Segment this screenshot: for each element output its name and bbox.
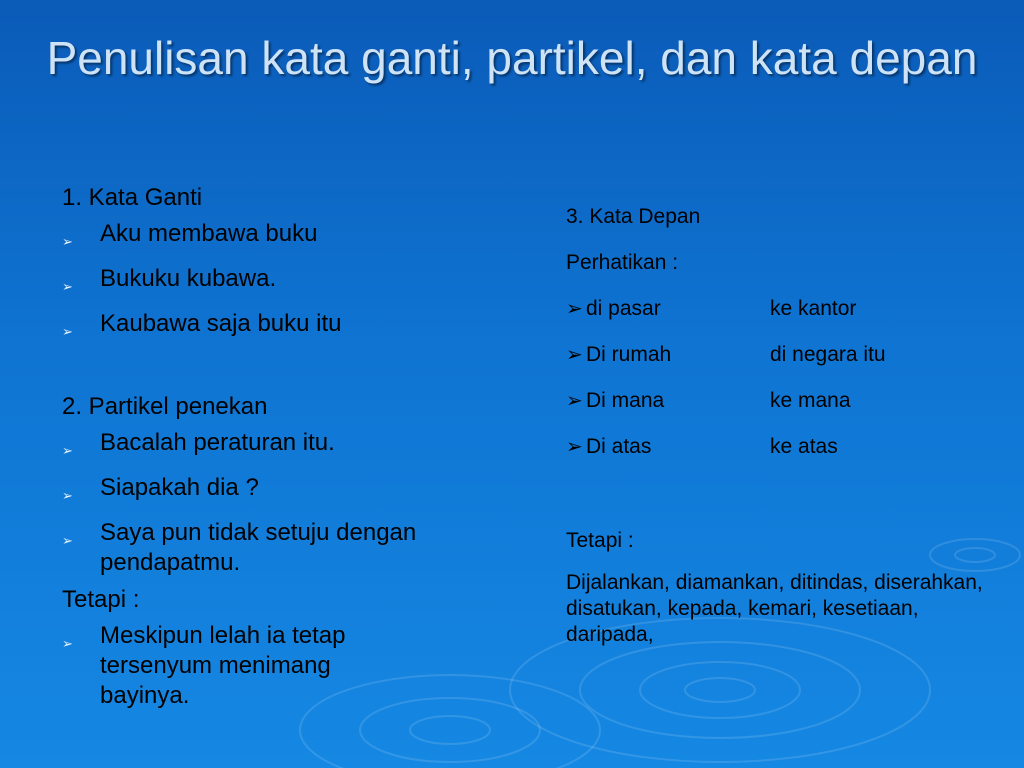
right-column — [566, 204, 986, 648]
table-row: ➢ Di rumah di negara itu — [566, 343, 886, 366]
chevron-arrow-icon: ➢ — [566, 436, 583, 458]
section2-heading: 2. Partikel penekan — [62, 393, 268, 420]
chevron-arrow-icon: ➢ — [62, 533, 73, 548]
table-row: ➢ Di mana ke mana — [566, 389, 851, 412]
list-item: ➢ Bukuku kubawa. — [62, 264, 512, 302]
table-row: ➢ Di atas ke atas — [566, 435, 838, 458]
section3-heading: 3. Kata Depan — [566, 205, 701, 228]
list-item: ➢ Siapakah dia ? — [62, 473, 512, 511]
tetapi-label-right: Tetapi : — [566, 529, 634, 552]
list-item: ➢ Aku membawa buku — [62, 219, 512, 257]
chevron-arrow-icon: ➢ — [62, 443, 73, 458]
chevron-arrow-icon: ➢ — [62, 279, 73, 294]
list-item: ➢ Meskipun lelah ia tetap tersenyum menimang bayinya. — [62, 622, 346, 709]
chevron-arrow-icon: ➢ — [62, 636, 73, 651]
perhatikan-label: Perhatikan : — [566, 251, 679, 274]
chevron-arrow-icon: ➢ — [566, 298, 583, 320]
table-row: ➢ di pasar ke kantor — [566, 297, 857, 320]
list-item: ➢ Kaubawa saja buku itu — [62, 309, 512, 347]
list-item: ➢ Saya pun tidak setuju dengan pendapatmu. — [62, 519, 417, 576]
chevron-arrow-icon: ➢ — [62, 234, 73, 249]
list-item: ➢ Bacalah peraturan itu. — [62, 428, 512, 466]
section1-heading: 1. Kata Ganti — [62, 184, 203, 211]
chevron-arrow-icon: ➢ — [62, 324, 73, 339]
chevron-arrow-icon: ➢ — [62, 488, 73, 503]
tetapi-label: Tetapi : — [62, 586, 140, 613]
chevron-arrow-icon: ➢ — [566, 344, 583, 366]
left-column — [62, 183, 512, 718]
slide-title: Penulisan kata ganti, partikel, dan kata depan — [46, 32, 978, 84]
chevron-arrow-icon: ➢ — [566, 390, 583, 412]
tetapi-paragraph: Dijalankan, diamankan, ditindas, diserahkan, disatukan, kepada, kemari, kesetiaan, daripada, — [566, 571, 983, 646]
